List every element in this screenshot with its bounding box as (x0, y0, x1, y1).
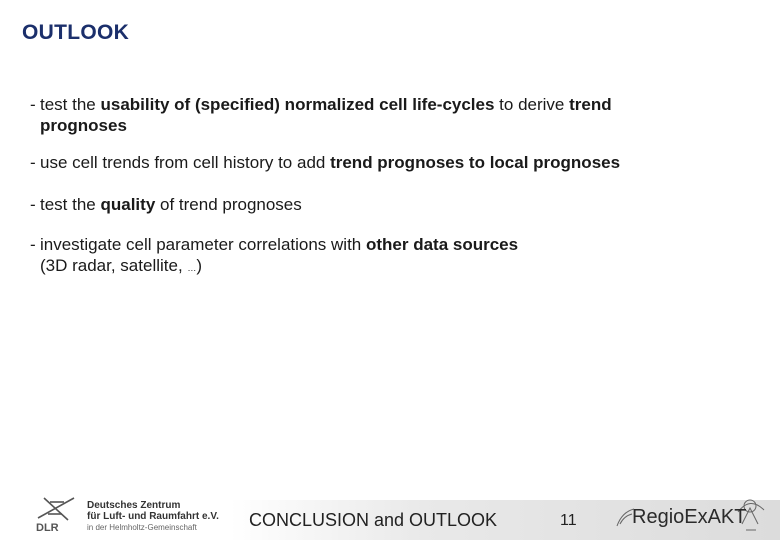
regioexakt-logo-text: RegioExAKT (632, 506, 747, 528)
page-title: OUTLOOK (22, 21, 130, 44)
bullet-dash: - (30, 153, 36, 172)
bullet-continuation: prognoses (40, 116, 127, 135)
bullet-text-bold: trend prognoses to local prognoses (330, 153, 621, 172)
bullet-text-bold: other data sources (365, 235, 519, 254)
bullet-text-part: investigate cell parameter correlations with (40, 235, 366, 254)
bullet-text (30, 234, 518, 255)
bullet-text-part: to derive (494, 95, 570, 114)
bullet-continuation-part: ) (196, 256, 203, 275)
bullet-text (30, 152, 620, 173)
bullet-item (30, 194, 302, 215)
dlr-org-line: für Luft- und Raumfahrt e.V. (87, 511, 219, 522)
dlr-abbrev: DLR (36, 522, 59, 534)
bullet-text-part: use cell trends from cell history to add (40, 153, 331, 172)
dlr-org-line: in der Helmholtz-Gemeinschaft (87, 523, 197, 532)
bullet-text-bold: usability of (specified) normalized cell life-cycles (100, 95, 495, 114)
bullet-continuation (30, 255, 518, 279)
bullet-item (30, 152, 620, 173)
dlr-org-line: Deutsches Zentrum (87, 500, 181, 511)
page-number: 11 (560, 512, 577, 529)
bullet-text (30, 194, 302, 215)
bullet-text-part: of trend prognoses (155, 195, 302, 214)
dlr-org-name (87, 500, 219, 533)
bullet-dash: - (30, 235, 36, 254)
bullet-item (30, 94, 612, 136)
bullet-text (30, 94, 612, 115)
bullet-dash: - (30, 195, 36, 214)
bullet-text-bold: quality (100, 195, 156, 214)
footer-section-label: CONCLUSION and OUTLOOK (249, 510, 498, 530)
bullet-continuation-part: (3D radar, satellite, (40, 256, 188, 275)
bullet-dash: - (30, 95, 36, 114)
bullet-text-part: test the (40, 195, 101, 214)
dlr-logo-icon (34, 492, 80, 534)
bullet-continuation-ellipsis: … (187, 263, 197, 273)
bullet-item (30, 234, 518, 279)
bullet-text-part: test the (40, 95, 101, 114)
bullet-text-bold: trend (569, 95, 612, 114)
footer (0, 486, 780, 540)
